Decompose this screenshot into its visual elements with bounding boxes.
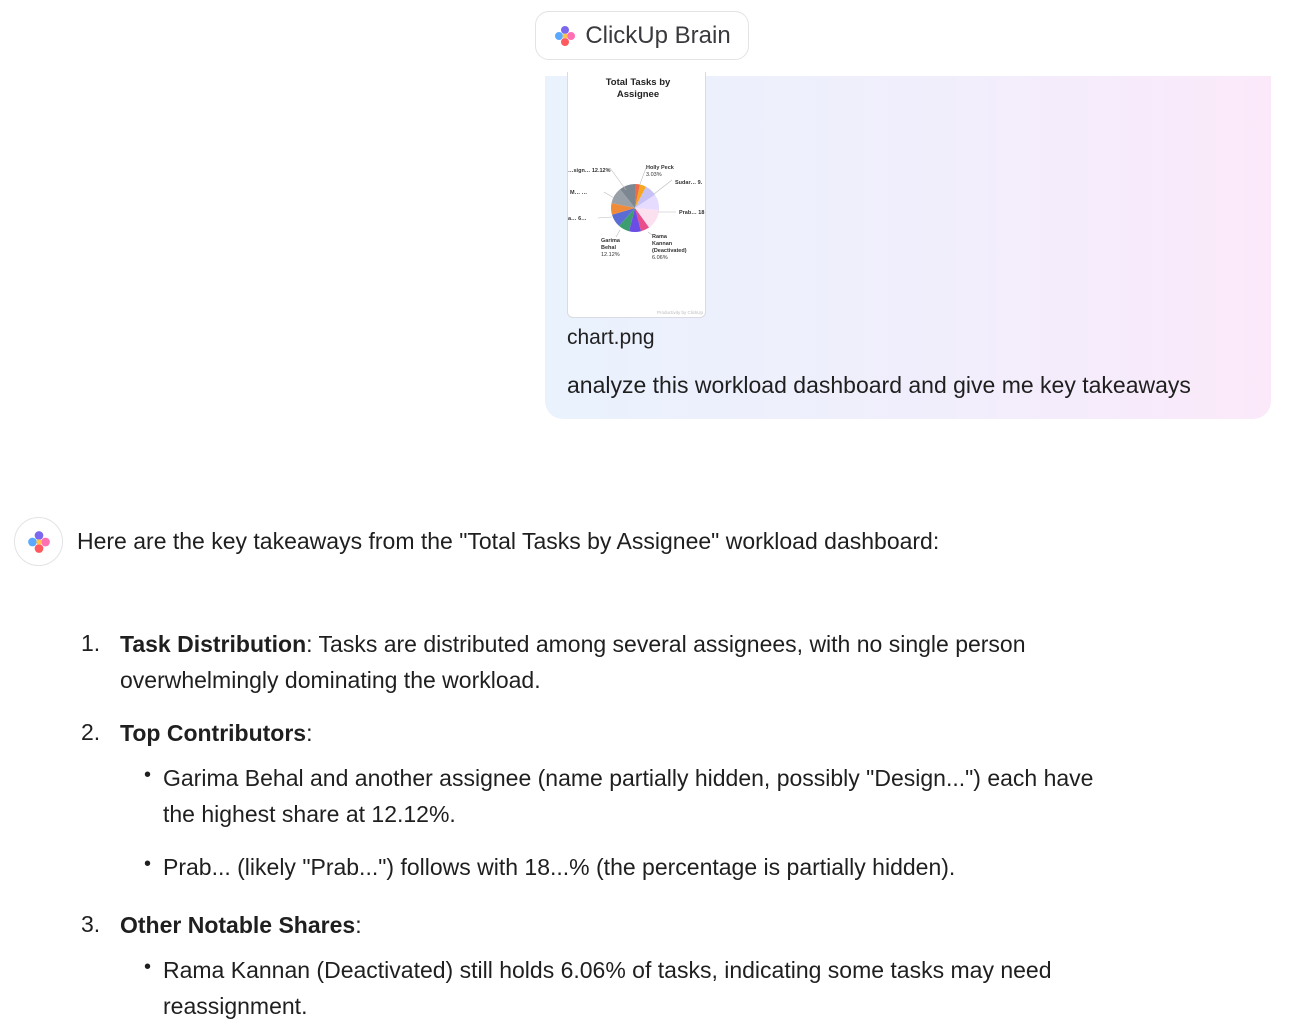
list-item-heading: Other Notable Shares [120,912,356,938]
bullet-text: Garima Behal and another assignee (name partially hidden, possibly "Design...") each have [163,765,1094,791]
list-number: 1. [81,630,101,656]
header-pill[interactable] [535,11,749,60]
clickup-brain-logo-icon [26,529,52,555]
bullet-text: Prab... (likely "Prab...") follows with 18...% (the percentage is partially hidden). [163,854,956,880]
bullet-item [163,849,1193,885]
thumb-label: Garima [601,238,620,244]
list-item-heading: Top Contributors [120,720,307,746]
list-item-heading: Task Distribution [120,631,307,657]
list-item-task-distribution [120,626,1180,698]
header-title: ClickUp Brain [585,21,731,49]
thumb-label: …sign… 12.12% [568,168,611,174]
thumb-title-2: Assignee [616,89,660,100]
clickup-brain-logo-icon [553,24,577,48]
bullet-dot: • [144,764,152,786]
thumb-pie [611,184,659,232]
thumb-label: Behal [601,245,616,251]
list-item-other-shares [120,907,1180,943]
list-item-text: : [306,720,313,746]
chart-thumbnail[interactable] [567,72,706,318]
thumb-label: 12.12% [601,252,620,258]
thumb-label: (Deactivated) [652,248,687,254]
bullet-dot: • [144,853,152,875]
thumb-label: Kannan [652,241,673,247]
bullet-text: the highest share at 12.12%. [163,801,456,827]
assistant-avatar [14,517,63,566]
thumb-label: 6.06% [652,255,668,261]
thumb-label: 3.03% [646,172,662,178]
bullet-item [163,952,1193,1024]
user-message-bubble [545,76,1271,419]
list-item-text: overwhelmingly dominating the workload. [120,667,541,693]
chart-thumbnail-image [568,72,706,318]
thumb-label: Prab… 18 [679,210,705,216]
attachment-file-name[interactable]: chart.png [567,326,655,349]
list-number: 2. [81,719,101,745]
thumb-label: M… … [570,190,588,196]
list-number: 3. [81,911,101,937]
thumb-title-1: Total Tasks by [605,77,671,88]
assistant-intro: Here are the key takeaways from the "Total Tasks by Assignee" workload dashboard: [77,528,940,554]
bullet-text: Rama Kannan (Deactivated) still holds 6.06% of tasks, indicating some tasks may need [163,957,1052,983]
thumb-label: a… 6… [568,216,587,222]
thumb-label: Sudar… 9. [675,180,703,186]
thumb-label: Rama [652,234,667,240]
thumb-label: Holly Peck [646,165,674,171]
bullet-item [163,760,1193,832]
bullet-dot: • [144,956,152,978]
list-item-top-contributors [120,715,1180,751]
thumb-footer: Productivity by ClickUp [656,310,703,315]
list-item-text: : Tasks are distributed among several assignees, with no single person [306,631,1026,657]
user-message-text: analyze this workload dashboard and give me key takeaways [567,372,1191,398]
bullet-text: reassignment. [163,993,308,1019]
list-item-text: : [355,912,362,938]
